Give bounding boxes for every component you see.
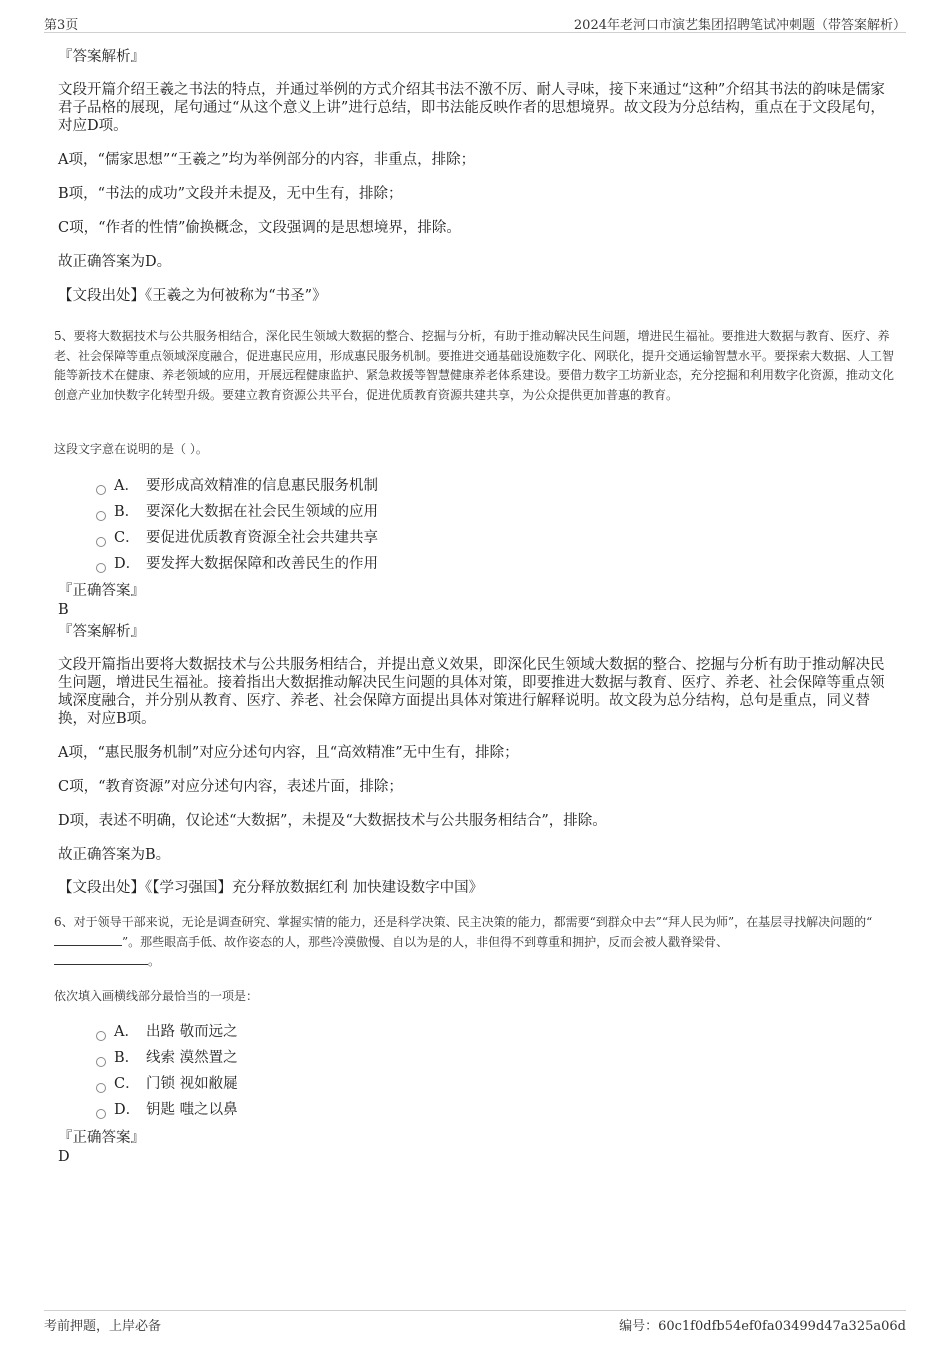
- option-text: 要深化大数据在社会民生领域的应用: [146, 504, 378, 520]
- option-letter: B．: [114, 1050, 140, 1066]
- q5-option-b-radio[interactable]: [96, 511, 106, 521]
- option-text: 线索 漠然置之: [146, 1050, 238, 1066]
- fill-blank-1: [54, 934, 122, 946]
- q5-conclusion: 故正确答案为B。: [58, 847, 171, 863]
- option-text: 要促进优质教育资源全社会共建共享: [146, 530, 378, 546]
- option-text: 要形成高效精准的信息惠民服务机制: [146, 478, 378, 494]
- q6-stem: [54, 913, 896, 972]
- q5-item-d: D项，表述不明确，仅论述“大数据”，未提及“大数据技术与公共服务相结合”，排除。: [58, 813, 607, 829]
- q4-analysis-text: 文段开篇介绍王羲之书法的特点，并通过举例的方式介绍其书法不激不厉、耐人寻味，接下来通过“这种”介绍其书法的韵味是儒家君子品格的展现，尾句通过“从这个意义上讲”进行总结，即书法能反映作者的思想境界。故文段为分总结构，重点在于文段尾句，对应D项。: [58, 82, 885, 134]
- q6-stem-part3: 。: [148, 954, 161, 968]
- fill-blank-2: [54, 953, 148, 965]
- option-letter: C．: [114, 1076, 140, 1092]
- q5-option-b[interactable]: [114, 503, 378, 521]
- code-label: 编号：: [619, 1319, 659, 1334]
- q4-item-a: A项，“儒家思想”“王羲之”均为举例部分的内容，非重点，排除；: [58, 152, 476, 168]
- q5-option-d[interactable]: [114, 555, 378, 573]
- option-text: 钥匙 嗤之以鼻: [146, 1102, 238, 1118]
- q4-source: 【文段出处】《王羲之为何被称为“书圣”》: [58, 288, 327, 304]
- q5-answer: B: [58, 602, 69, 618]
- option-letter: D．: [114, 556, 141, 572]
- q6-answer: D: [58, 1149, 70, 1165]
- q5-source: 【文段出处】《【学习强国】充分释放数据红利 加快建设数字中国》: [58, 880, 484, 896]
- q5-option-a-radio[interactable]: [96, 485, 106, 495]
- q6-option-c-radio[interactable]: [96, 1083, 106, 1093]
- q4-conclusion: 故正确答案为D。: [58, 254, 172, 270]
- document-title: 2024年老河口市演艺集团招聘笔试冲刺题（带答案解析）: [573, 18, 906, 33]
- page-number: 第3页: [44, 18, 79, 33]
- page-footer: [44, 1310, 906, 1335]
- option-letter: D．: [114, 1102, 141, 1118]
- code-value: 60c1f0dfb54ef0fa03499d47a325a06d: [658, 1319, 906, 1334]
- page-header: [44, 12, 906, 33]
- q6-option-a-radio[interactable]: [96, 1031, 106, 1041]
- option-letter: A．: [114, 1024, 139, 1040]
- q6-option-d-radio[interactable]: [96, 1109, 106, 1119]
- document-code: [619, 1315, 906, 1334]
- option-letter: C．: [114, 530, 140, 546]
- q6-option-d[interactable]: [114, 1101, 238, 1119]
- q5-item-c: C项，“教育资源”对应分述句内容，表述片面，排除；: [58, 779, 403, 795]
- q6-option-c[interactable]: [114, 1075, 238, 1093]
- q6-option-a[interactable]: [114, 1023, 238, 1041]
- option-text: 要发挥大数据保障和改善民生的作用: [146, 556, 378, 572]
- footer-slogan: 考前押题，上岸必备: [44, 1319, 162, 1334]
- q5-option-c-radio[interactable]: [96, 537, 106, 547]
- q5-analysis-text: 文段开篇指出要将大数据技术与公共服务相结合，并提出意义效果，即深化民生领域大数据的整合、挖掘与分析有助于推动解决民生问题，增进民生福祉。接着指出大数据推动解决民生问题的具体对策，即要推进大数据与教育、医疗、养老、社会保障等重点领域深度融合，并分别从教育、医疗、养老、社会保障方面提出具体对策进行解释说明。故文段为总分结构，总句是重点，同义替换，对应B项。: [58, 657, 885, 727]
- q5-item-a: A项，“惠民服务机制”对应分述句内容，且“高效精准”无中生有，排除；: [58, 745, 519, 761]
- q6-stem-part1: 6、对于领导干部来说，无论是调查研究、掌握实情的能力，还是科学决策、民主决策的能力，都需要“到群众中去”“拜人民为师”，在基层寻找解决问题的“: [54, 915, 873, 929]
- q6-question: 依次填入画横线部分最恰当的一项是：: [54, 989, 259, 1003]
- q5-analysis-title: 『答案解析』: [58, 624, 145, 640]
- option-letter: B．: [114, 504, 140, 520]
- q6-option-b-radio[interactable]: [96, 1057, 106, 1067]
- q6-stem-part2: ”。那些眼高手低、故作姿态的人，那些冷漠傲慢、自以为是的人，非但得不到尊重和拥护，反而会被人戳脊梁骨、: [122, 934, 729, 949]
- q5-option-a[interactable]: [114, 477, 378, 495]
- q6-option-b[interactable]: [114, 1049, 238, 1067]
- q5-answer-title: 『正确答案』: [58, 583, 145, 599]
- option-text: 门锁 视如敝屣: [146, 1076, 238, 1092]
- q4-analysis-title: 『答案解析』: [58, 49, 145, 65]
- q6-answer-title: 『正确答案』: [58, 1130, 145, 1146]
- q5-stem: 5、要将大数据技术与公共服务相结合，深化民生领域大数据的整合、挖掘与分析，有助于推动解决民生问题，增进民生福祉。要推进大数据与教育、医疗、养老、社会保障等重点领域深度融合，促进惠民应用，形成惠民服务机制。要推进交通基础设施数字化、网联化，提升交通运输智慧水平。要探索大数据、人工智能等新技术在健康、养老领域的应用，开展远程健康监护、紧急救援等智慧健康养老体系建设。要借力数字工坊新业态，充分挖掘和利用数字化资源，推动文化创意产业加快数字化转型升级。要建立教育资源公共平台，促进优质教育资源共建共享，为公众提供更加普惠的教育。: [54, 329, 895, 402]
- q4-item-c: C项，“作者的性情”偷换概念，文段强调的是思想境界，排除。: [58, 220, 461, 236]
- q5-option-d-radio[interactable]: [96, 563, 106, 573]
- q5-question: 这段文字意在说明的是（ ）。: [54, 442, 208, 456]
- option-text: 出路 敬而远之: [146, 1024, 238, 1040]
- q5-option-c[interactable]: [114, 529, 378, 547]
- option-letter: A．: [114, 478, 139, 494]
- q4-item-b: B项，“书法的成功”文段并未提及，无中生有，排除；: [58, 186, 403, 202]
